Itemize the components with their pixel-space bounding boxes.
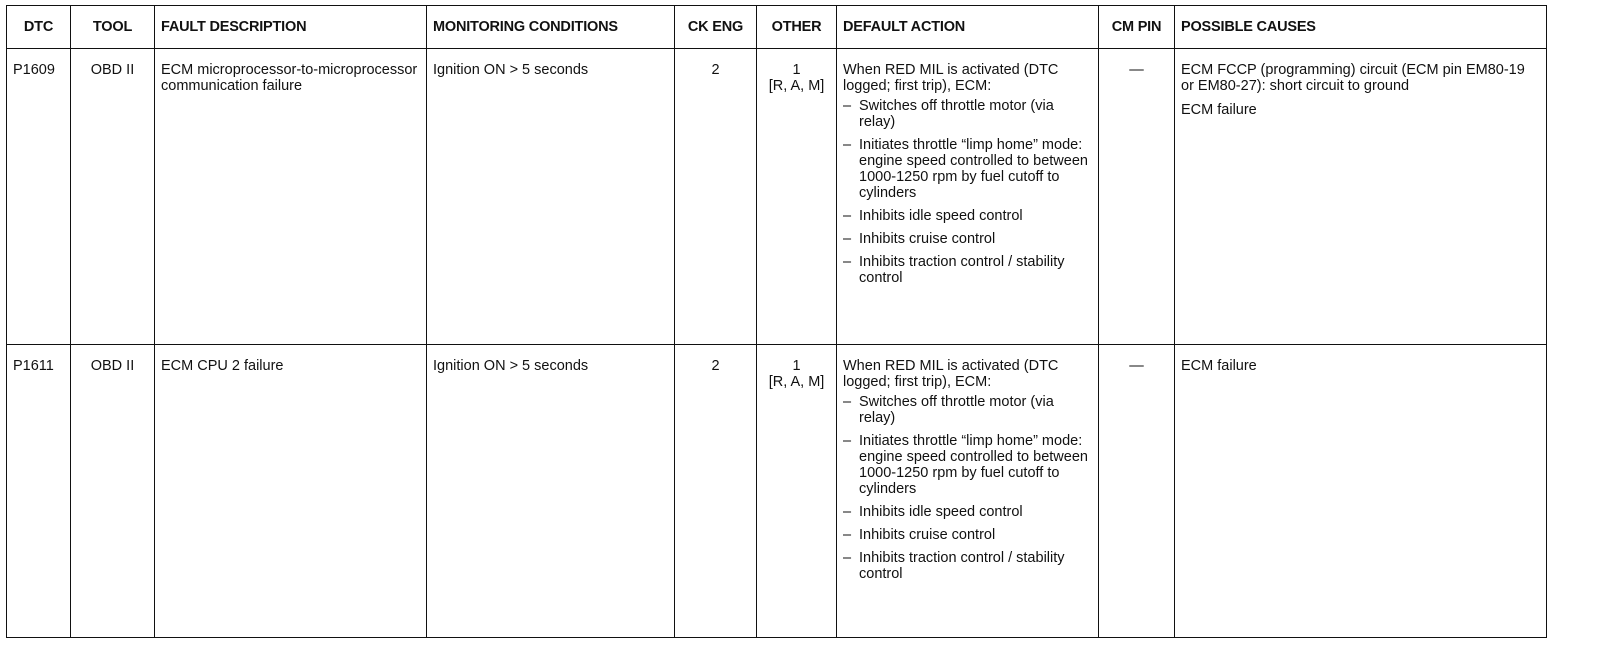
default-action-text: Inhibits traction control / stability control bbox=[859, 254, 1065, 286]
header-monitoring-conditions: MONITORING CONDITIONS bbox=[427, 6, 675, 49]
default-action-list bbox=[843, 394, 1092, 582]
possible-causes-cell bbox=[1175, 49, 1547, 345]
dash-bullet: – bbox=[843, 231, 852, 247]
other-codes: [R, A, M] bbox=[768, 78, 825, 94]
fault-description-cell: ECM microprocessor-to-microprocessor communication failure bbox=[155, 49, 427, 345]
default-action-cell bbox=[837, 49, 1099, 345]
table-row bbox=[7, 49, 1547, 345]
tool-cell: OBD II bbox=[71, 345, 155, 638]
default-action-text: Switches off throttle motor (via relay) bbox=[859, 98, 1054, 130]
other-value: 1 bbox=[792, 358, 801, 374]
dash-bullet: – bbox=[843, 137, 852, 153]
possible-causes-list bbox=[1181, 62, 1540, 118]
dash-bullet: – bbox=[843, 504, 852, 520]
default-action-item bbox=[843, 98, 1092, 130]
default-action-item bbox=[843, 504, 1092, 520]
default-action-cell bbox=[837, 345, 1099, 638]
ck-eng-cell: 2 bbox=[675, 345, 757, 638]
dtc-code-cell: P1611 bbox=[7, 345, 71, 638]
header-default-action: DEFAULT ACTION bbox=[837, 6, 1099, 49]
default-action-text: Inhibits idle speed control bbox=[859, 208, 1023, 224]
monitoring-conditions-cell: Ignition ON > 5 seconds bbox=[427, 49, 675, 345]
header-possible-causes: POSSIBLE CAUSES bbox=[1175, 6, 1547, 49]
header-cm-pin: CM PIN bbox=[1099, 6, 1175, 49]
default-action-text: Switches off throttle motor (via relay) bbox=[859, 394, 1054, 426]
dash-bullet: – bbox=[843, 208, 852, 224]
header-row bbox=[7, 6, 1547, 49]
default-action-item bbox=[843, 208, 1092, 224]
dash-bullet: – bbox=[843, 433, 852, 449]
default-action-text: Initiates throttle “limp home” mode: engine speed controlled to between 1000-1250 rpm by fuel cutoff to cylinders bbox=[859, 433, 1088, 497]
possible-causes-cell bbox=[1175, 345, 1547, 638]
other-cell bbox=[757, 49, 837, 345]
dash-bullet: – bbox=[843, 98, 852, 114]
cm-pin-cell: — bbox=[1099, 49, 1175, 345]
cm-pin-cell: — bbox=[1099, 345, 1175, 638]
table-row bbox=[7, 345, 1547, 638]
default-action-item bbox=[843, 433, 1092, 497]
dash-bullet: – bbox=[843, 254, 852, 270]
dash-bullet: – bbox=[843, 527, 852, 543]
default-action-item bbox=[843, 550, 1092, 582]
dtc-code-cell: P1609 bbox=[7, 49, 71, 345]
default-action-list bbox=[843, 98, 1092, 286]
dash-bullet: – bbox=[843, 394, 852, 410]
default-action-item bbox=[843, 254, 1092, 286]
ck-eng-cell: 2 bbox=[675, 49, 757, 345]
default-action-text: Inhibits traction control / stability control bbox=[859, 550, 1065, 582]
header-ck-eng: CK ENG bbox=[675, 6, 757, 49]
header-dtc: DTC bbox=[7, 6, 71, 49]
fault-description-cell: ECM CPU 2 failure bbox=[155, 345, 427, 638]
tool-cell: OBD II bbox=[71, 49, 155, 345]
default-action-item bbox=[843, 137, 1092, 201]
default-action-text: Inhibits cruise control bbox=[859, 527, 996, 543]
default-action-intro: When RED MIL is activated (DTC logged; first trip), ECM: bbox=[843, 358, 1059, 390]
possible-cause-item: ECM FCCP (programming) circuit (ECM pin EM80-19 or EM80-27): short circuit to ground bbox=[1181, 62, 1525, 94]
default-action-item bbox=[843, 231, 1092, 247]
default-action-item bbox=[843, 394, 1092, 426]
other-cell bbox=[757, 345, 837, 638]
other-codes: [R, A, M] bbox=[768, 374, 825, 390]
default-action-text: Inhibits cruise control bbox=[859, 231, 996, 247]
dash-bullet: – bbox=[843, 550, 852, 566]
possible-cause-item: ECM failure bbox=[1181, 358, 1257, 374]
default-action-text: Inhibits idle speed control bbox=[859, 504, 1023, 520]
possible-causes-list bbox=[1181, 358, 1540, 374]
default-action-text: Initiates throttle “limp home” mode: engine speed controlled to between 1000-1250 rpm by fuel cutoff to cylinders bbox=[859, 137, 1088, 201]
dtc-table bbox=[6, 5, 1547, 638]
default-action-intro: When RED MIL is activated (DTC logged; first trip), ECM: bbox=[843, 62, 1059, 94]
header-fault-description: FAULT DESCRIPTION bbox=[155, 6, 427, 49]
header-other: OTHER bbox=[757, 6, 837, 49]
default-action-item bbox=[843, 527, 1092, 543]
header-tool: TOOL bbox=[71, 6, 155, 49]
monitoring-conditions-cell: Ignition ON > 5 seconds bbox=[427, 345, 675, 638]
possible-cause-item: ECM failure bbox=[1181, 102, 1257, 118]
other-value: 1 bbox=[792, 62, 801, 78]
